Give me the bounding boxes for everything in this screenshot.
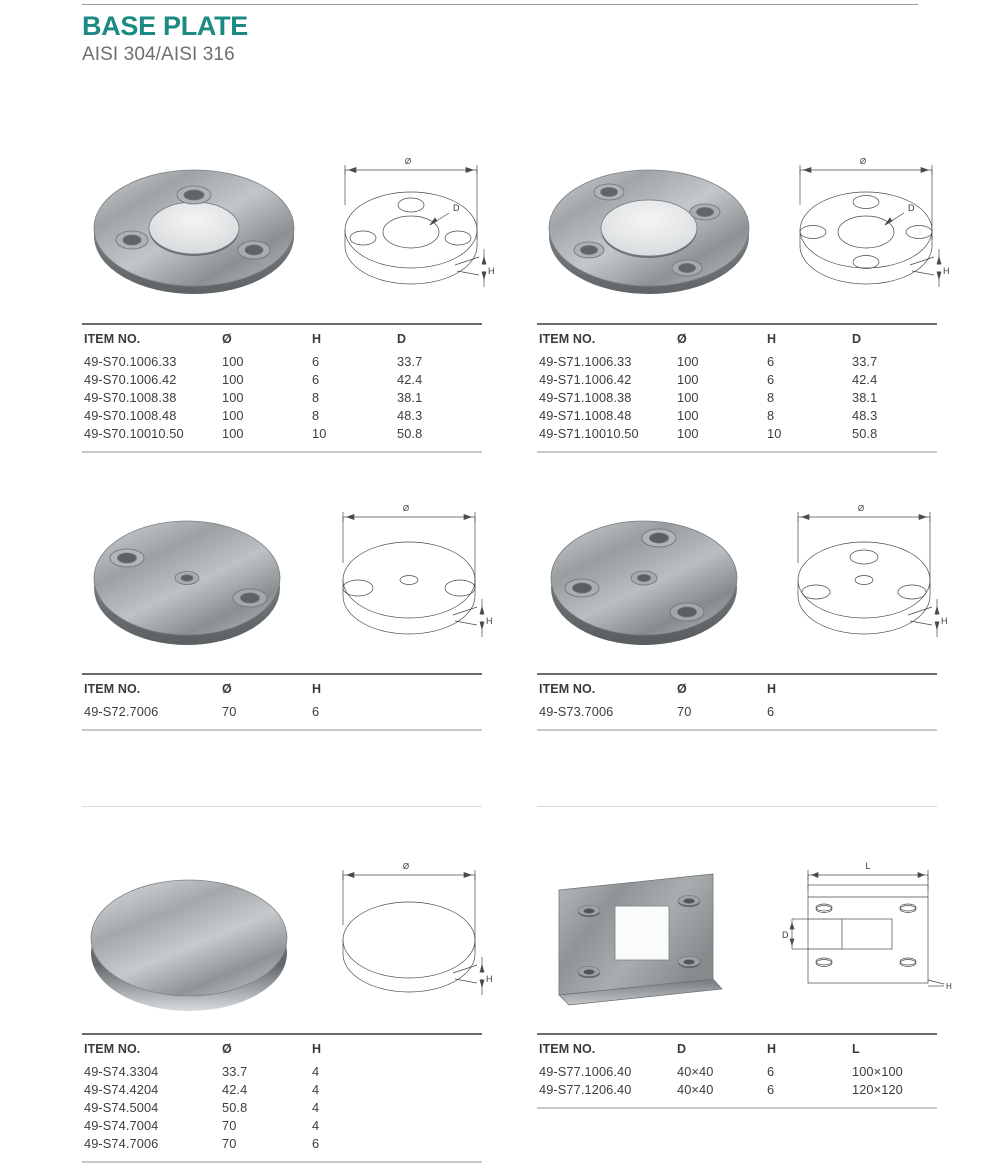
- cell-empty: [397, 1116, 482, 1134]
- cell-height: 6: [767, 1081, 775, 1097]
- cell-item-no: 49-S72.7006: [84, 703, 159, 719]
- product-block-s74: [82, 850, 492, 1163]
- table-row: [537, 1062, 937, 1080]
- cell-empty: [397, 1062, 482, 1080]
- col-height: H: [767, 682, 777, 696]
- cell-diameter: 100: [222, 407, 244, 423]
- cell-height: 6: [767, 1063, 775, 1079]
- table-row: [82, 388, 482, 406]
- cell-item-no: 49-S74.3304: [84, 1063, 159, 1079]
- col-diameter: Ø: [677, 682, 687, 696]
- table-header-row: [537, 1034, 937, 1062]
- col-item-no: ITEM NO.: [84, 682, 141, 696]
- col-empty: [397, 674, 482, 702]
- cell-diameter: 100: [677, 389, 699, 405]
- cell-item-no: 49-S70.1008.38: [84, 389, 177, 405]
- cell-bore: 33.7: [852, 353, 878, 369]
- cell-diameter: 70: [677, 703, 692, 719]
- cell-height: 6: [767, 371, 775, 387]
- cell-bore: 42.4: [397, 371, 423, 387]
- spec-table-s70: [82, 323, 482, 453]
- drawing-round-3hole-small: [780, 495, 955, 660]
- table-row: [82, 1134, 482, 1152]
- table-header-row: [82, 324, 482, 352]
- drawing-label-height: H: [486, 974, 493, 984]
- drawing-square-4hole: [780, 855, 955, 1020]
- cell-item-no: 49-S70.1008.48: [84, 407, 177, 423]
- section-divider-right: [537, 806, 937, 807]
- cell-item-no: 49-S71.1008.38: [539, 389, 632, 405]
- cell-item-no: 49-S71.1006.42: [539, 371, 632, 387]
- drawing-round-solid: [325, 855, 500, 1020]
- table-row: [537, 406, 937, 424]
- cell-height: 6: [312, 703, 320, 719]
- product-visuals: [537, 490, 947, 665]
- col-item-no: ITEM NO.: [539, 682, 596, 696]
- cell-bore: 50.8: [397, 425, 423, 441]
- cell-height: 6: [312, 353, 320, 369]
- table-row: [537, 370, 937, 388]
- spec-table-s72: [82, 673, 482, 731]
- drawing-label-bore: D: [908, 203, 915, 213]
- cell-height: 4: [312, 1099, 320, 1115]
- table-row: [82, 370, 482, 388]
- cell-diameter: 70: [222, 1117, 237, 1133]
- section-divider-left: [82, 806, 482, 807]
- drawing-round-4hole-large: [780, 145, 955, 310]
- table-row: [82, 1116, 482, 1134]
- drawing-label-height: H: [946, 982, 952, 991]
- cell-diameter: 70: [222, 1135, 237, 1151]
- photo-round-3hole-large: [82, 140, 307, 315]
- col-bore: D: [852, 332, 862, 346]
- photo-square-4hole: [537, 850, 762, 1025]
- table-row: [82, 352, 482, 370]
- col-height: H: [767, 332, 777, 346]
- col-diameter: Ø: [222, 682, 232, 696]
- cell-item-no: 49-S71.1008.48: [539, 407, 632, 423]
- cell-diameter: 33.7: [222, 1063, 248, 1079]
- drawing-round-3hole-large: [325, 145, 500, 310]
- product-block-s72: [82, 490, 492, 731]
- cell-diameter: 100: [677, 353, 699, 369]
- product-visuals: [537, 850, 952, 1025]
- drawing-label-diameter: Ø: [402, 862, 410, 871]
- cell-bore: 48.3: [397, 407, 423, 423]
- col-item-no: ITEM NO.: [539, 332, 596, 346]
- photo-round-3hole-small: [537, 490, 762, 665]
- cell-diameter: 70: [222, 703, 237, 719]
- cell-item-no: 49-S70.1006.42: [84, 371, 177, 387]
- col-item-no: ITEM NO.: [539, 1042, 596, 1056]
- col-height: H: [312, 1042, 322, 1056]
- cell-diameter: 100: [222, 353, 244, 369]
- drawing-label-height: H: [943, 266, 950, 276]
- cell-item-no: 49-S71.10010.50: [539, 425, 639, 441]
- cell-item-no: 49-S74.5004: [84, 1099, 159, 1115]
- col-diameter: Ø: [222, 332, 232, 346]
- cell-height: 8: [767, 389, 775, 405]
- cell-bore: 50.8: [852, 425, 878, 441]
- product-visuals: [82, 850, 492, 1025]
- table-header-row: [82, 1034, 482, 1062]
- cell-height: 10: [312, 425, 327, 441]
- cell-height: 8: [312, 389, 320, 405]
- product-visuals: [82, 490, 492, 665]
- table-row: [82, 702, 482, 720]
- cell-length: 100×100: [852, 1063, 903, 1079]
- col-bore: D: [677, 1042, 687, 1056]
- cell-diameter: 100: [677, 371, 699, 387]
- cell-item-no: 49-S71.1006.33: [539, 353, 632, 369]
- table-row: [537, 702, 937, 720]
- photo-round-2hole-small: [82, 490, 307, 665]
- spec-table-s73: [537, 673, 937, 731]
- cell-item-no: 49-S73.7006: [539, 703, 614, 719]
- cell-bore: 38.1: [852, 389, 878, 405]
- table-row: [537, 424, 937, 442]
- table-row: [537, 352, 937, 370]
- col-empty: [397, 1034, 482, 1062]
- cell-item-no: 49-S70.1006.33: [84, 353, 177, 369]
- table-row: [82, 424, 482, 442]
- drawing-label-diameter: Ø: [402, 504, 410, 513]
- drawing-label-diameter: Ø: [857, 504, 865, 513]
- spec-table-s77: [537, 1033, 937, 1109]
- cell-length: 120×120: [852, 1081, 903, 1097]
- table-row: [82, 1098, 482, 1116]
- cell-item-no: 49-S70.10010.50: [84, 425, 184, 441]
- cell-diameter: 100: [222, 371, 244, 387]
- cell-diameter: 100: [677, 407, 699, 423]
- cell-bore: 48.3: [852, 407, 878, 423]
- drawing-label-diameter: Ø: [404, 157, 412, 166]
- col-height: H: [312, 332, 322, 346]
- drawing-round-2hole-small: [325, 495, 500, 660]
- cell-empty: [852, 702, 937, 720]
- cell-bore: 38.1: [397, 389, 423, 405]
- col-item-no: ITEM NO.: [84, 1042, 141, 1056]
- cell-bore: 40×40: [677, 1081, 714, 1097]
- table-header-row: [82, 674, 482, 702]
- col-item-no: ITEM NO.: [84, 332, 141, 346]
- col-height: H: [767, 1042, 777, 1056]
- cell-height: 6: [767, 353, 775, 369]
- photo-round-solid: [82, 850, 307, 1025]
- col-diameter: Ø: [222, 1042, 232, 1056]
- drawing-label-height: H: [486, 616, 493, 626]
- page-subtitle: AISI 304/AISI 316: [82, 44, 235, 66]
- spec-table-s71: [537, 323, 937, 453]
- cell-item-no: 49-S74.7006: [84, 1135, 159, 1151]
- drawing-label-bore: D: [782, 930, 789, 940]
- table-row: [82, 1062, 482, 1080]
- product-block-s71: [537, 140, 950, 453]
- cell-item-no: 49-S77.1206.40: [539, 1081, 632, 1097]
- cell-diameter: 100: [677, 425, 699, 441]
- cell-height: 6: [312, 1135, 320, 1151]
- cell-item-no: 49-S77.1006.40: [539, 1063, 632, 1079]
- cell-diameter: 50.8: [222, 1099, 248, 1115]
- cell-diameter: 42.4: [222, 1081, 248, 1097]
- product-block-s77: [537, 850, 952, 1109]
- product-visuals: [82, 140, 495, 315]
- cell-empty: [397, 1134, 482, 1152]
- table-header-row: [537, 324, 937, 352]
- cell-empty: [397, 702, 482, 720]
- page-title: BASE PLATE: [82, 11, 249, 41]
- cell-height: 4: [312, 1063, 320, 1079]
- drawing-label-bore: D: [453, 203, 460, 213]
- cell-height: 8: [767, 407, 775, 423]
- cell-height: 4: [312, 1117, 320, 1133]
- drawing-label-diameter: Ø: [859, 157, 867, 166]
- cell-height: 8: [312, 407, 320, 423]
- table-row: [537, 388, 937, 406]
- cell-bore: 40×40: [677, 1063, 714, 1079]
- table-row: [82, 1080, 482, 1098]
- cell-diameter: 100: [222, 389, 244, 405]
- spec-table-s74: [82, 1033, 482, 1163]
- cell-height: 4: [312, 1081, 320, 1097]
- cell-bore: 33.7: [397, 353, 423, 369]
- cell-diameter: 100: [222, 425, 244, 441]
- cell-height: 10: [767, 425, 782, 441]
- cell-empty: [397, 1098, 482, 1116]
- col-height: H: [312, 682, 322, 696]
- col-empty: [852, 674, 937, 702]
- product-block-s70: [82, 140, 495, 453]
- drawing-label-height: H: [941, 616, 948, 626]
- product-visuals: [537, 140, 950, 315]
- table-header-row: [537, 674, 937, 702]
- col-bore: D: [397, 332, 407, 346]
- product-block-s73: [537, 490, 947, 731]
- photo-round-4hole-large: [537, 140, 762, 315]
- cell-height: 6: [312, 371, 320, 387]
- cell-height: 6: [767, 703, 775, 719]
- cell-item-no: 49-S74.4204: [84, 1081, 159, 1097]
- cell-item-no: 49-S74.7004: [84, 1117, 159, 1133]
- col-diameter: Ø: [677, 332, 687, 346]
- table-row: [537, 1080, 937, 1098]
- table-row: [82, 406, 482, 424]
- cell-empty: [397, 1080, 482, 1098]
- drawing-label-length: L: [865, 861, 871, 871]
- drawing-label-height: H: [488, 266, 495, 276]
- cell-bore: 42.4: [852, 371, 878, 387]
- col-length: L: [852, 1042, 860, 1056]
